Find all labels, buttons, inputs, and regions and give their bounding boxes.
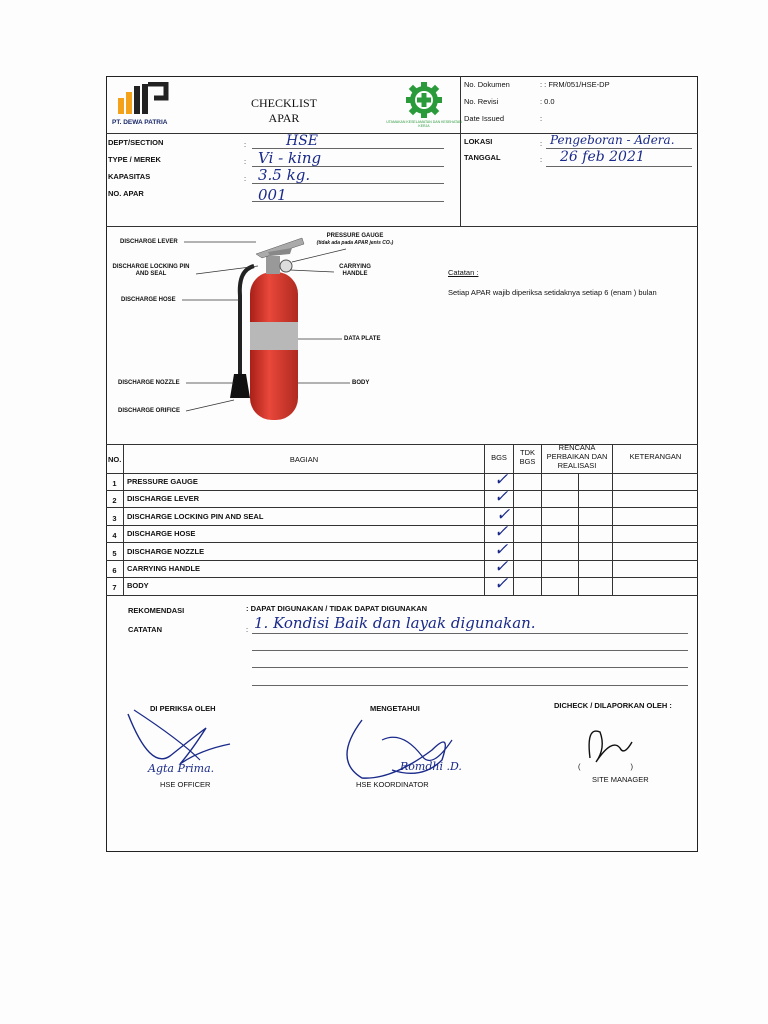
date-value: 26 feb 2021	[560, 149, 645, 165]
row-check: ✓	[494, 574, 509, 594]
row-part: PRESSURE GAUGE	[127, 477, 198, 486]
row-check: ✓	[494, 470, 509, 490]
row-part: BODY	[127, 581, 149, 590]
label-data-plate: DATA PLATE	[344, 336, 381, 342]
capacity-colon: :	[244, 174, 247, 183]
capacity-label: KAPASITAS	[108, 172, 151, 181]
type-value: Vi - king	[258, 149, 322, 167]
label-pressure-gauge-note: (tidak ada pada APAR jenis CO₂)	[316, 240, 394, 246]
row-number: 7	[112, 583, 117, 592]
coordinator-role: HSE KOORDINATOR	[356, 780, 429, 789]
divider	[106, 595, 698, 596]
row-number: 1	[112, 479, 117, 488]
col-no: NO.	[108, 455, 122, 464]
col-rencana: RENCANA	[558, 443, 596, 452]
label-discharge-lever: DISCHARGE LEVER	[120, 239, 178, 245]
row-part: CARRYING HANDLE	[127, 564, 201, 573]
label-carrying-handle: CARRYING	[339, 264, 371, 270]
col-keterangan: KETERANGAN	[629, 452, 682, 461]
date-issued-label: Date Issued	[464, 114, 505, 123]
notes-value: 1. Kondisi Baik dan layak digunakan.	[254, 614, 536, 632]
underline	[252, 183, 444, 184]
col-rencana-3: REALISASI	[557, 461, 597, 470]
label-body: BODY	[352, 380, 370, 386]
doc-number-label: No. Dokumen	[464, 80, 510, 89]
manager-name: ( )	[578, 762, 634, 771]
divider	[513, 444, 514, 595]
manager-role: SITE MANAGER	[592, 775, 649, 784]
date-issued-value: :	[540, 114, 543, 123]
row-part: DISCHARGE LEVER	[127, 494, 200, 503]
row-check: ✓	[494, 487, 509, 507]
apar-number-label: NO. APAR	[108, 189, 144, 198]
date-label: TANGGAL	[464, 153, 501, 162]
k3-safety-logo	[402, 80, 446, 120]
col-tdk-bgs-2: BGS	[519, 457, 536, 466]
row-number: 3	[112, 514, 117, 523]
underline	[252, 201, 444, 202]
officer-name: Agta Prima.	[148, 762, 215, 775]
underline	[252, 667, 688, 668]
form-title: CHECKLIST	[251, 96, 317, 110]
col-rencana-2: PERBAIKAN DAN	[546, 452, 608, 461]
doc-number-value: : : FRM/051/HSE-DP	[540, 80, 610, 89]
type-label: TYPE / MEREK	[108, 155, 161, 164]
label-locking-pin-2: AND SEAL	[135, 271, 167, 277]
note-title: Catatan :	[448, 268, 479, 277]
dept-value: HSE	[286, 133, 319, 149]
underline	[252, 685, 688, 686]
divider	[612, 444, 613, 595]
divider	[106, 542, 698, 543]
notes-colon: :	[246, 625, 249, 634]
location-label: LOKASI	[464, 137, 493, 146]
divider	[484, 444, 485, 595]
divider	[106, 525, 698, 526]
k3-logo-caption: UTAMAKAN KESELAMATAN DAN KESEHATAN KERJA	[386, 120, 462, 128]
row-part: DISCHARGE NOZZLE	[127, 547, 205, 556]
divider	[106, 473, 698, 474]
divider	[106, 490, 698, 491]
officer-role: HSE OFFICER	[160, 780, 211, 789]
revision-value: : 0.0	[540, 97, 555, 106]
row-check: ✓	[494, 540, 509, 560]
col-bgs: BGS	[491, 453, 507, 462]
underline	[252, 633, 688, 634]
capacity-value: 3.5 kg.	[258, 166, 311, 184]
known-by-label: MENGETAHUI	[370, 704, 420, 713]
divider	[106, 577, 698, 578]
label-locking-pin: DISCHARGE LOCKING PIN	[112, 264, 190, 270]
checked-by-label: DI PERIKSA OLEH	[150, 704, 216, 713]
company-name: PT. DEWA PATRIA	[112, 119, 168, 126]
form-subtitle: APAR	[268, 111, 300, 125]
row-check: ✓	[494, 522, 509, 542]
col-tdk-bgs: TDK	[520, 448, 535, 457]
row-number: 6	[112, 566, 117, 575]
divider	[460, 76, 461, 226]
revision-label: No. Revisi	[464, 97, 499, 106]
notes-label: CATATAN	[128, 625, 163, 634]
apar-number-value: 001	[258, 186, 287, 204]
row-check: ✓	[494, 557, 509, 577]
recommendation-value: : DAPAT DIGUNAKAN / TIDAK DAPAT DIGUNAKAN	[246, 604, 428, 613]
row-part: DISCHARGE LOCKING PIN AND SEAL	[127, 512, 264, 521]
underline	[252, 650, 688, 651]
manager-signature	[576, 718, 646, 768]
underline	[546, 166, 692, 167]
coordinator-name: Romdhi .D.	[400, 760, 462, 773]
date-colon: :	[540, 155, 543, 164]
note-text: Setiap APAR wajib diperiksa setidaknya setiap 6 (enam ) bulan	[448, 288, 657, 297]
divider	[106, 560, 698, 561]
location-colon: :	[540, 139, 543, 148]
divider	[106, 507, 698, 508]
company-logo	[114, 82, 174, 118]
label-discharge-orifice: DISCHARGE ORIFICE	[118, 408, 181, 414]
label-discharge-hose: DISCHARGE HOSE	[121, 297, 176, 303]
dept-colon: :	[244, 140, 247, 149]
row-check: ✓	[496, 505, 511, 525]
label-discharge-nozzle: DISCHARGE NOZZLE	[118, 380, 180, 386]
divider	[123, 444, 124, 595]
row-part: DISCHARGE HOSE	[127, 529, 196, 538]
location-value: Pengeboran - Adera.	[550, 133, 675, 147]
type-colon: :	[244, 157, 247, 166]
row-number: 5	[112, 549, 117, 558]
row-number: 2	[112, 496, 117, 505]
recommendation-label: REKOMENDASI	[128, 606, 185, 615]
label-carrying-handle-2: HANDLE	[342, 271, 368, 277]
reported-by-label: DICHECK / DILAPORKAN OLEH :	[554, 701, 672, 710]
row-number: 4	[112, 531, 117, 540]
col-bagian: BAGIAN	[289, 455, 319, 464]
dept-label: DEPT/SECTION	[108, 138, 164, 147]
label-pressure-gauge: PRESSURE GAUGE	[326, 233, 384, 239]
